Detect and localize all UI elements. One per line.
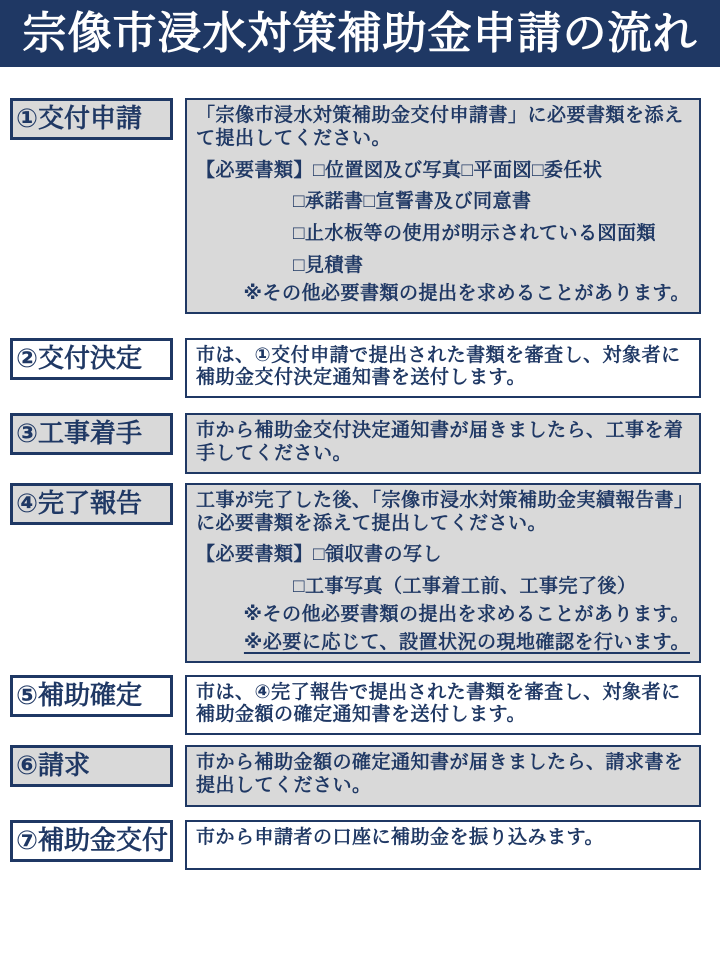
flow-rows xyxy=(0,67,720,870)
step-label: ⑤補助確定 xyxy=(16,679,143,710)
page-title: 宗像市浸水対策補助金申請の流れ xyxy=(22,9,698,58)
step-label-box xyxy=(10,483,173,525)
step-content-box xyxy=(185,338,701,399)
step-content-box xyxy=(185,675,701,736)
flow-step-1 xyxy=(10,98,701,314)
flow-step-6 xyxy=(10,745,701,807)
step-text-line: 市は、①交付申請で提出された書類を審査し、対象者に補助金交付決定通知書を送付します。 xyxy=(196,344,681,389)
step-text-line: 市から申請者の口座に補助金を振り込みます。 xyxy=(196,827,604,849)
step-label: ⑦補助金交付 xyxy=(16,825,169,856)
step-text-line: 市から補助金額の確定通知書が届きましたら、請求書を提出してください。 xyxy=(196,752,684,796)
step-text-line: □承諾書□宣誓書及び同意書 xyxy=(293,191,532,213)
step-content-box xyxy=(185,820,701,870)
flow-step-4 xyxy=(10,483,701,663)
step-label: ②交付決定 xyxy=(16,342,143,373)
step-content-box xyxy=(185,98,701,314)
step-content-box xyxy=(185,413,701,474)
step-label-box xyxy=(10,745,173,787)
step-text-line: □止水板等の使用が明示されている図面類 xyxy=(293,223,656,245)
step-text-line: □見積書 xyxy=(293,254,364,276)
step-content-box xyxy=(185,745,701,807)
step-text-line: ※その他必要書類の提出を求めることがあります。 xyxy=(243,282,690,304)
step-text-line: 市は、④完了報告で提出された書類を審査し、対象者に補助金額の確定通知書を送付します。 xyxy=(196,681,681,726)
step-content-box xyxy=(185,483,701,663)
step-text-line: 市から補助金交付決定通知書が届きましたら、工事を着手してください。 xyxy=(196,420,684,464)
title-bar xyxy=(0,0,720,67)
step-label-box xyxy=(10,98,173,140)
step-label-box xyxy=(10,338,173,380)
step-label: ④完了報告 xyxy=(16,487,143,518)
step-text-line: □工事写真（工事着工前、工事完了後） xyxy=(293,576,637,598)
flow-step-5 xyxy=(10,675,701,736)
flow-step-3 xyxy=(10,413,701,474)
step-label: ⑥請求 xyxy=(16,750,91,781)
step-label: ③工事着手 xyxy=(16,418,143,449)
step-label: ①交付申請 xyxy=(16,103,143,133)
step-text-line: 【必要書類】□領収書の写し xyxy=(196,544,442,566)
flow-step-7 xyxy=(10,820,701,870)
step-text-line: 【必要書類】□位置図及び写真□平面図□委任状 xyxy=(196,159,603,181)
flow-step-2 xyxy=(10,338,701,399)
step-label-box xyxy=(10,675,173,717)
step-label-box xyxy=(10,413,173,455)
step-text-line: 工事が完了した後、「宗像市浸水対策補助金実績報告書」に必要書類を添えて提出してください。 xyxy=(196,489,685,534)
step-text-line: ※その他必要書類の提出を求めることがあります。 xyxy=(243,603,690,625)
step-text-line: ※必要に応じて、設置状況の現地確認を行います。 xyxy=(243,631,690,653)
step-label-box xyxy=(10,820,173,862)
step-text-line: 「宗像市浸水対策補助金交付申請書」に必要書類を添えて提出してください。 xyxy=(196,105,684,149)
